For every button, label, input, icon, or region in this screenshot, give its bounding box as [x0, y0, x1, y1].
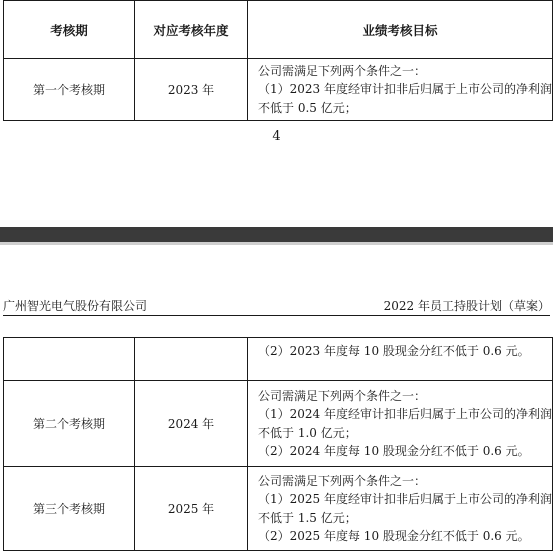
company-name: 广州智光电气股份有限公司	[3, 299, 148, 313]
performance-table-bottom	[3, 337, 553, 551]
period-cell: 第一个考核期	[4, 59, 135, 121]
table-header-row	[4, 1, 553, 59]
target-cell	[248, 467, 553, 551]
page-number: 4	[272, 129, 281, 144]
year-cell	[135, 338, 248, 381]
target-line: 不低于 1.0 亿元；	[258, 425, 357, 440]
target-line: 公司需满足下列两个条件之一：	[258, 63, 427, 78]
target-line: （1）2023 年度经审计扣非后归属于上市公司的净利润	[258, 82, 552, 97]
period-cell: 第二个考核期	[4, 381, 135, 467]
header-rule	[3, 315, 550, 316]
target-line: （1）2025 年度经审计扣非后归属于上市公司的净利润	[258, 492, 552, 506]
target-line: （2）2025 年度每 10 股现金分红不低于 0.6 元。	[258, 529, 530, 543]
table-row	[4, 467, 553, 551]
year-cell: 2025 年	[135, 467, 248, 551]
page-break-band	[0, 227, 553, 242]
year-cell: 2023 年	[135, 59, 248, 121]
target-line: （2）2024 年度每 10 股现金分红不低于 0.6 元。	[258, 444, 530, 458]
target-cell	[248, 59, 553, 121]
performance-table-top	[3, 0, 553, 121]
page-break-shadow	[0, 242, 553, 245]
document-title: 2022 年员工持股计划（草案）	[383, 299, 550, 313]
table-row	[4, 381, 553, 467]
year-cell: 2024 年	[135, 381, 248, 467]
period-cell: 第三个考核期	[4, 467, 135, 551]
target-cell	[248, 338, 553, 381]
target-line: 公司需满足下列两个条件之一：	[258, 388, 427, 403]
header-period: 考核期	[4, 1, 135, 59]
header-year: 对应考核年度	[135, 1, 248, 59]
target-cell	[248, 381, 553, 467]
target-line: 不低于 1.5 亿元；	[258, 510, 357, 525]
target-line: 不低于 0.5 亿元；	[258, 100, 357, 115]
target-line: 公司需满足下列两个条件之一：	[258, 473, 427, 488]
target-line: （1）2024 年度经审计扣非后归属于上市公司的净利润	[258, 407, 552, 421]
table-row	[4, 338, 553, 381]
target-line: （2）2023 年度每 10 股现金分红不低于 0.6 元。	[258, 344, 530, 358]
table-row	[4, 59, 553, 121]
period-cell	[4, 338, 135, 381]
header-target: 业绩考核目标	[248, 1, 553, 59]
